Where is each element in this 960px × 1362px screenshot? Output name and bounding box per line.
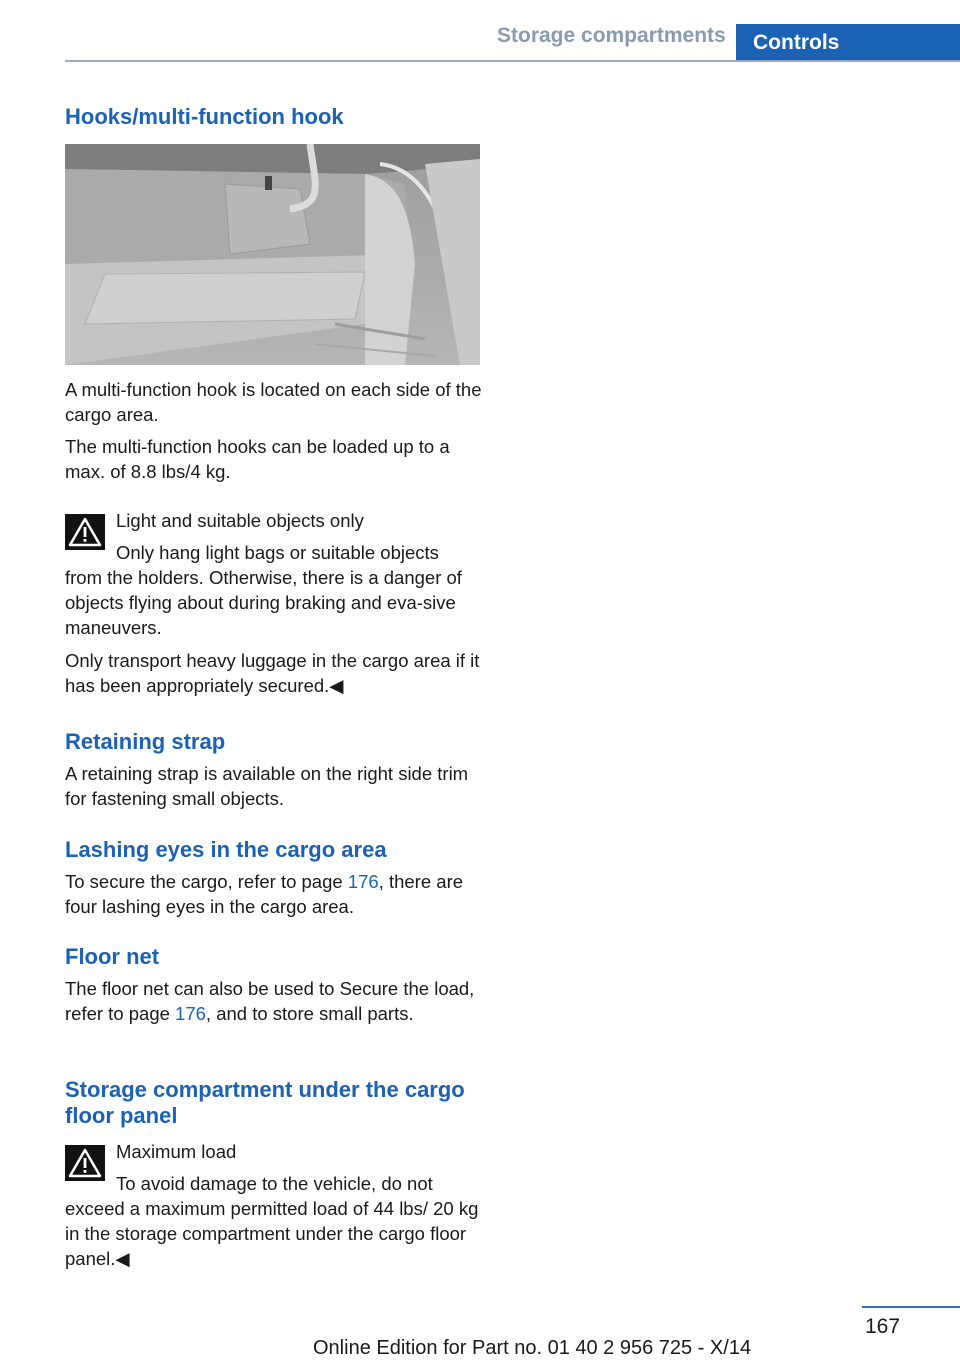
storage-warning-title: Maximum load: [116, 1141, 237, 1162]
heading-lashing-eyes: Lashing eyes in the cargo area: [65, 837, 387, 862]
page-link-176[interactable]: 176: [175, 1003, 206, 1024]
storage-warning-line1: To avoid damage to the vehicle, do not: [116, 1173, 433, 1194]
heading-storage-compartment: Storage compartment under the cargo floor panel: [65, 1077, 465, 1128]
cargo-area-photo: [65, 144, 480, 365]
page-number: 167: [865, 1315, 901, 1338]
warning-icon: [65, 514, 105, 550]
hooks-warning-text: from the holders. Otherwise, there is a danger of objects flying about during braking and eva-sive maneuvers.: [65, 567, 462, 638]
heading-hooks: Hooks/multi-function hook: [65, 104, 344, 129]
hooks-warning-paragraph-2: Only transport heavy luggage in the cargo area if it has been appropriately secured.◀: [65, 650, 480, 696]
hooks-warning-title: Light and suitable objects only: [116, 510, 364, 531]
header-rule: [65, 60, 960, 62]
hooks-paragraph-2: The multi-function hooks can be loaded up to a max. of 8.8 lbs/4 kg.: [65, 436, 450, 482]
heading-retaining-strap: Retaining strap: [65, 729, 226, 754]
footer-edition: Online Edition for Part no. 01 40 2 956 725 - X/14: [313, 1337, 752, 1359]
hooks-warning-line1: Only hang light bags or suitable objects: [116, 542, 439, 563]
retaining-strap-text: A retaining strap is available on the right side trim for fastening small objects.: [65, 763, 469, 809]
footer-rule: [862, 1306, 960, 1308]
page-link-176[interactable]: 176: [347, 871, 379, 892]
lashing-eyes-text: To secure the cargo, refer to page 176, there are four lashing eyes in the cargo area.: [65, 871, 464, 917]
warning-icon: [65, 1145, 105, 1181]
heading-floor-net: Floor net: [65, 944, 160, 969]
floor-net-text: The floor net can also be used to Secure the load, refer to page 176, and to store small parts.: [65, 978, 475, 1024]
header-section-title: Storage compartments: [497, 24, 726, 47]
hooks-paragraph-1: A multi-function hook is located on each side of the cargo area.: [65, 379, 482, 425]
header-chapter-tab: Controls: [736, 24, 960, 62]
storage-warning-text: exceed a maximum permitted load of 44 lbs/ 20 kg in the storage compartment under the cargo floor panel.◀: [65, 1198, 479, 1269]
